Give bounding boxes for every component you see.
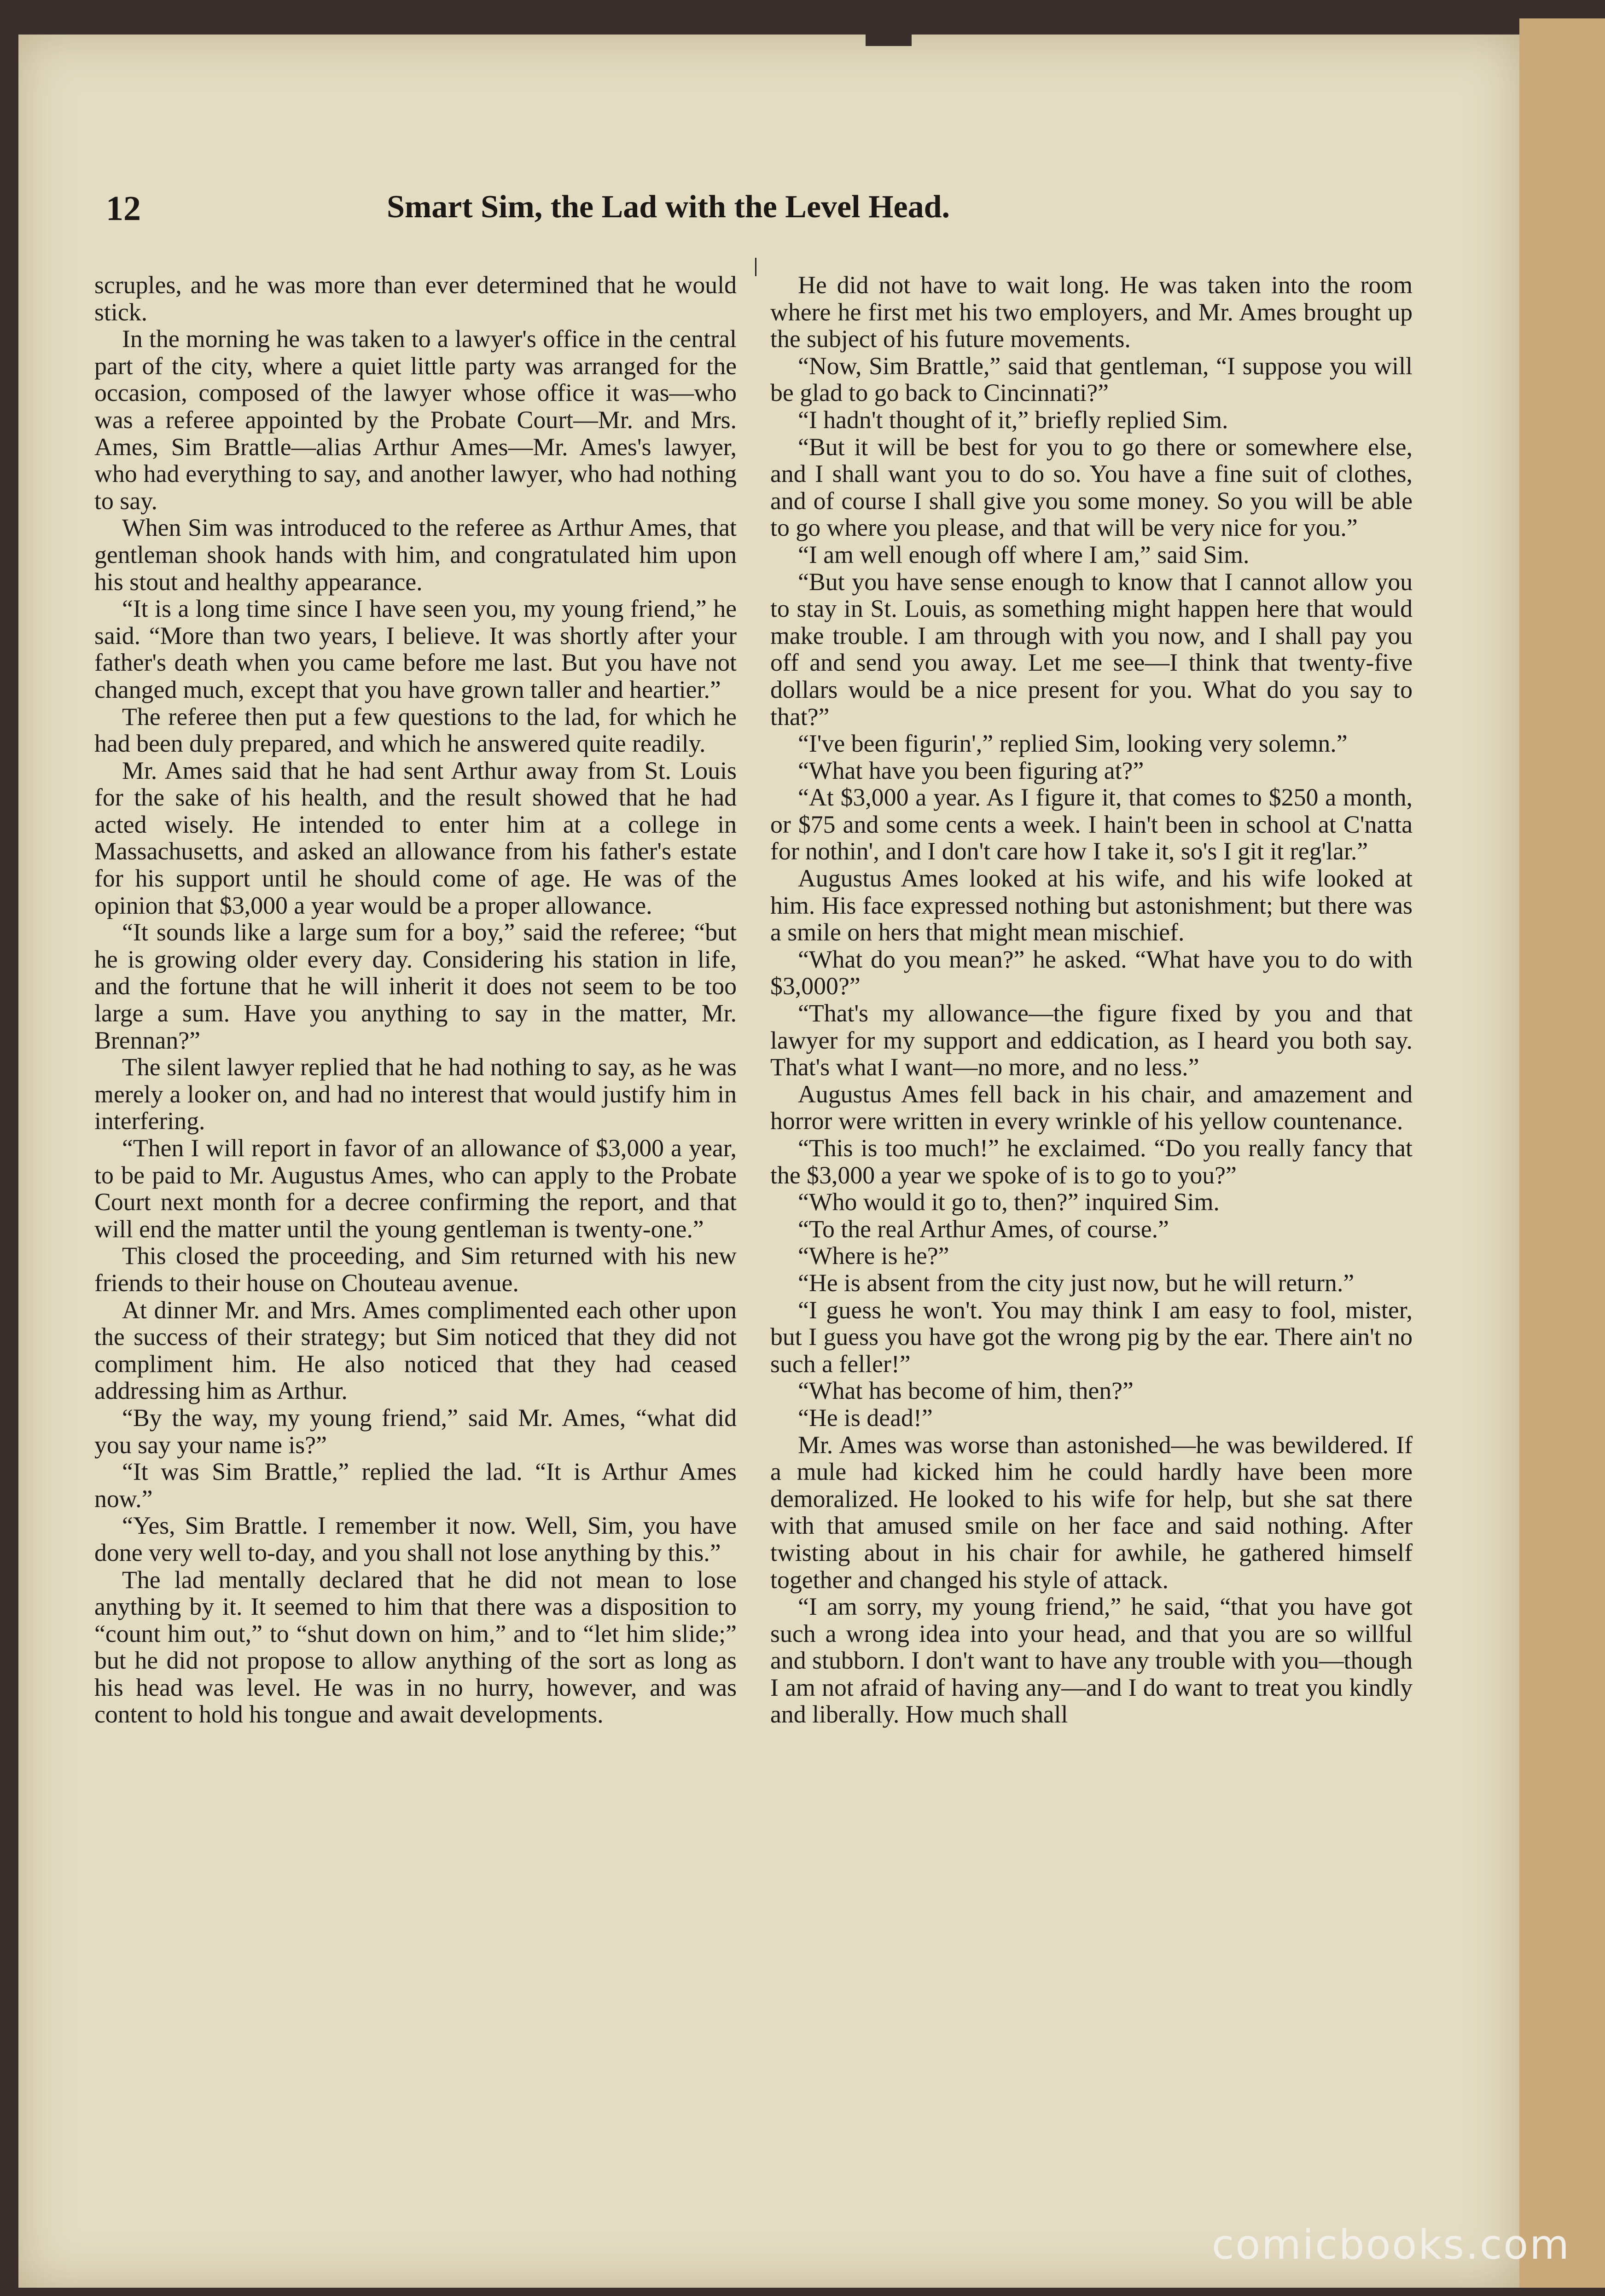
paragraph: “What has become of him, then?” xyxy=(798,1377,1134,1405)
paragraph: “Yes, Sim Brattle. I remember it now. Well, Sim, you have done very well to-day, and you shall not lose anything by this.” xyxy=(94,1512,737,1566)
paragraph: “But it will be best for you to go there or somewhere else, and I shall want you to do so. You have a fine suit of clothes, and of course I shall give you some money. So you will be able to go where you please, and that will be very nice for you.” xyxy=(770,433,1413,542)
paragraph: At dinner Mr. and Mrs. Ames complimented each other upon the success of their strategy; but Sim noticed that they did not compliment him. He also noticed that they had ceased addressing him as Arthur. xyxy=(94,1296,737,1405)
paragraph: Augustus Ames fell back in his chair, and amazement and horror were written in every wrinkle of his yellow countenance. xyxy=(770,1080,1413,1135)
paragraph: This closed the proceeding, and Sim returned with his new friends to their house on Chouteau avenue. xyxy=(94,1242,737,1297)
paragraph: “What do you mean?” he asked. “What have you to do with $3,000?” xyxy=(770,945,1413,1000)
paragraph: He did not have to wait long. He was taken into the room where he first met his two employers, and Mr. Ames brought up the subject of his future movements. xyxy=(770,271,1413,353)
paragraph: “It is a long time since I have seen you, my young friend,” he said. “More than two years, I believe. It was shortly after your father's death when you came before me last. But you have not changed much, except that you have grown taller and heartier.” xyxy=(94,595,737,703)
paragraph: “He is dead!” xyxy=(798,1403,933,1432)
paragraph: “Then I will report in favor of an allowance of $3,000 a year, to be paid to Mr. Augustus Ames, who can apply to the Probate Court next month for a decree confirming the report, and that will end the matter until the young gentleman is twenty-one.” xyxy=(94,1134,737,1243)
paragraph: “Now, Sim Brattle,” said that gentleman, “I suppose you will be glad to go back to Cincinnati?” xyxy=(770,352,1413,407)
paragraph: The lad mentally declared that he did not mean to lose anything by it. It seemed to him that there was a disposition to “count him out,” to “shut down on him,” and to “let him slide;” but he did not propose to allow anything of the sort as long as his head was level. He was in no hurry, however, and was content to hold his tongue and await developments. xyxy=(94,1565,737,1728)
adjacent-page-edge xyxy=(1519,18,1605,2288)
paragraph: “I've been figurin',” replied Sim, looking very solemn.” xyxy=(798,730,1348,758)
paragraph: “Where is he?” xyxy=(798,1242,949,1270)
page-header xyxy=(106,189,1441,235)
watermark-text: comicbooks.com xyxy=(1211,2221,1570,2268)
paragraph: scruples, and he was more than ever determined that he would stick. xyxy=(94,271,737,326)
paragraph: The referee then put a few questions to the lad, for which he had been duly prepared, and which he answered quite readily. xyxy=(94,702,737,758)
paragraph: “Who would it go to, then?” inquired Sim. xyxy=(798,1188,1220,1216)
page-number: 12 xyxy=(106,189,141,228)
paragraph: The silent lawyer replied that he had nothing to say, as he was merely a looker on, and had no interest that would justify him in interfering. xyxy=(94,1053,737,1135)
paragraph: “What have you been figuring at?” xyxy=(798,756,1144,784)
paragraph: “He is absent from the city just now, but he will return.” xyxy=(798,1269,1355,1297)
paragraph: “That's my allowance—the figure fixed by you and that lawyer for my support and eddication, as I heard you both say. That's what I want—no more, and no less.” xyxy=(770,999,1413,1081)
paragraph: “By the way, my young friend,” said Mr. Ames, “what did you say your name is?” xyxy=(94,1403,737,1459)
right-column xyxy=(770,272,1413,1728)
column-divider xyxy=(755,258,756,276)
paragraph: “I am well enough off where I am,” said Sim. xyxy=(798,540,1250,568)
paragraph: Augustus Ames looked at his wife, and his wife looked at him. His face expressed nothing but astonishment; but there was a smile on hers that might mean mischief. xyxy=(770,864,1413,946)
paragraph: Mr. Ames said that he had sent Arthur away from St. Louis for the sake of his health, and the result showed that he had acted wisely. He intended to enter him at a college in Massachusetts, and asked an allowance from his father's estate for his support until he should come of age. He was of the opinion that $3,000 a year would be a proper allowance. xyxy=(94,756,737,919)
paragraph: “But you have sense enough to know that I cannot allow you to stay in St. Louis, as something might happen here that would make trouble. I am through with you now, and I shall pay you off and send you away. Let me see—I think that twenty-five dollars would be a nice present for you. What do you say to that?” xyxy=(770,568,1413,731)
paragraph: When Sim was introduced to the referee as Arthur Ames, that gentleman shook hands with him, and congratulated him upon his stout and healthy appearance. xyxy=(94,514,737,596)
paragraph: “It was Sim Brattle,” replied the lad. “It is Arthur Ames now.” xyxy=(94,1458,737,1513)
paragraph: Mr. Ames was worse than astonished—he was bewildered. If a mule had kicked him he could hardly have been more demoralized. He looked to his wife for help, but she sat there with that amused smile on her face and said nothing. After twisting about in his chair for awhile, he gathered himself together and changed his style of attack. xyxy=(770,1431,1413,1594)
paragraph: “It sounds like a large sum for a boy,” said the referee; “but he is growing older every day. Considering his station in life, and the fortune that he will inherit it does not seem to be too large a sum. Have you anything to say in the matter, Mr. Brennan?” xyxy=(94,918,737,1054)
running-title: Smart Sim, the Lad with the Level Head. xyxy=(387,189,950,225)
paragraph: “I am sorry, my young friend,” he said, “that you have got such a wrong idea into your head, and that you are so willful and stubborn. I don't want to have any trouble with you—though I am not afraid of having any—and I do want to treat you kindly and liberally. How much shall xyxy=(770,1593,1413,1728)
paragraph: “At $3,000 a year. As I figure it, that comes to $250 a month, or $75 and some cents a week. I hain't been in school at C'natta for nothin', and I don't care how I take it, so's I git it reg'lar.” xyxy=(770,783,1413,865)
paragraph: “I guess he won't. You may think I am easy to fool, mister, but I guess you have got the wrong pig by the ear. There ain't no such a feller!” xyxy=(770,1296,1413,1378)
paragraph: “I hadn't thought of it,” briefly replied Sim. xyxy=(798,406,1228,434)
paragraph: In the morning he was taken to a lawyer's office in the central part of the city, where a quiet little party was arranged for the occasion, composed of the lawyer whose office it was—who was a referee appointed by the Probate Court—Mr. and Mrs. Ames, Sim Brattle—alias Arthur Ames—Mr. Ames's lawyer, who had everything to say, and another lawyer, who had nothing to say. xyxy=(94,325,737,515)
paragraph: “To the real Arthur Ames, of course.” xyxy=(798,1215,1169,1243)
paragraph: “This is too much!” he exclaimed. “Do you really fancy that the $3,000 a year we spoke of is to go to you?” xyxy=(770,1134,1413,1189)
left-column xyxy=(94,272,737,1728)
page-tear xyxy=(866,18,912,46)
